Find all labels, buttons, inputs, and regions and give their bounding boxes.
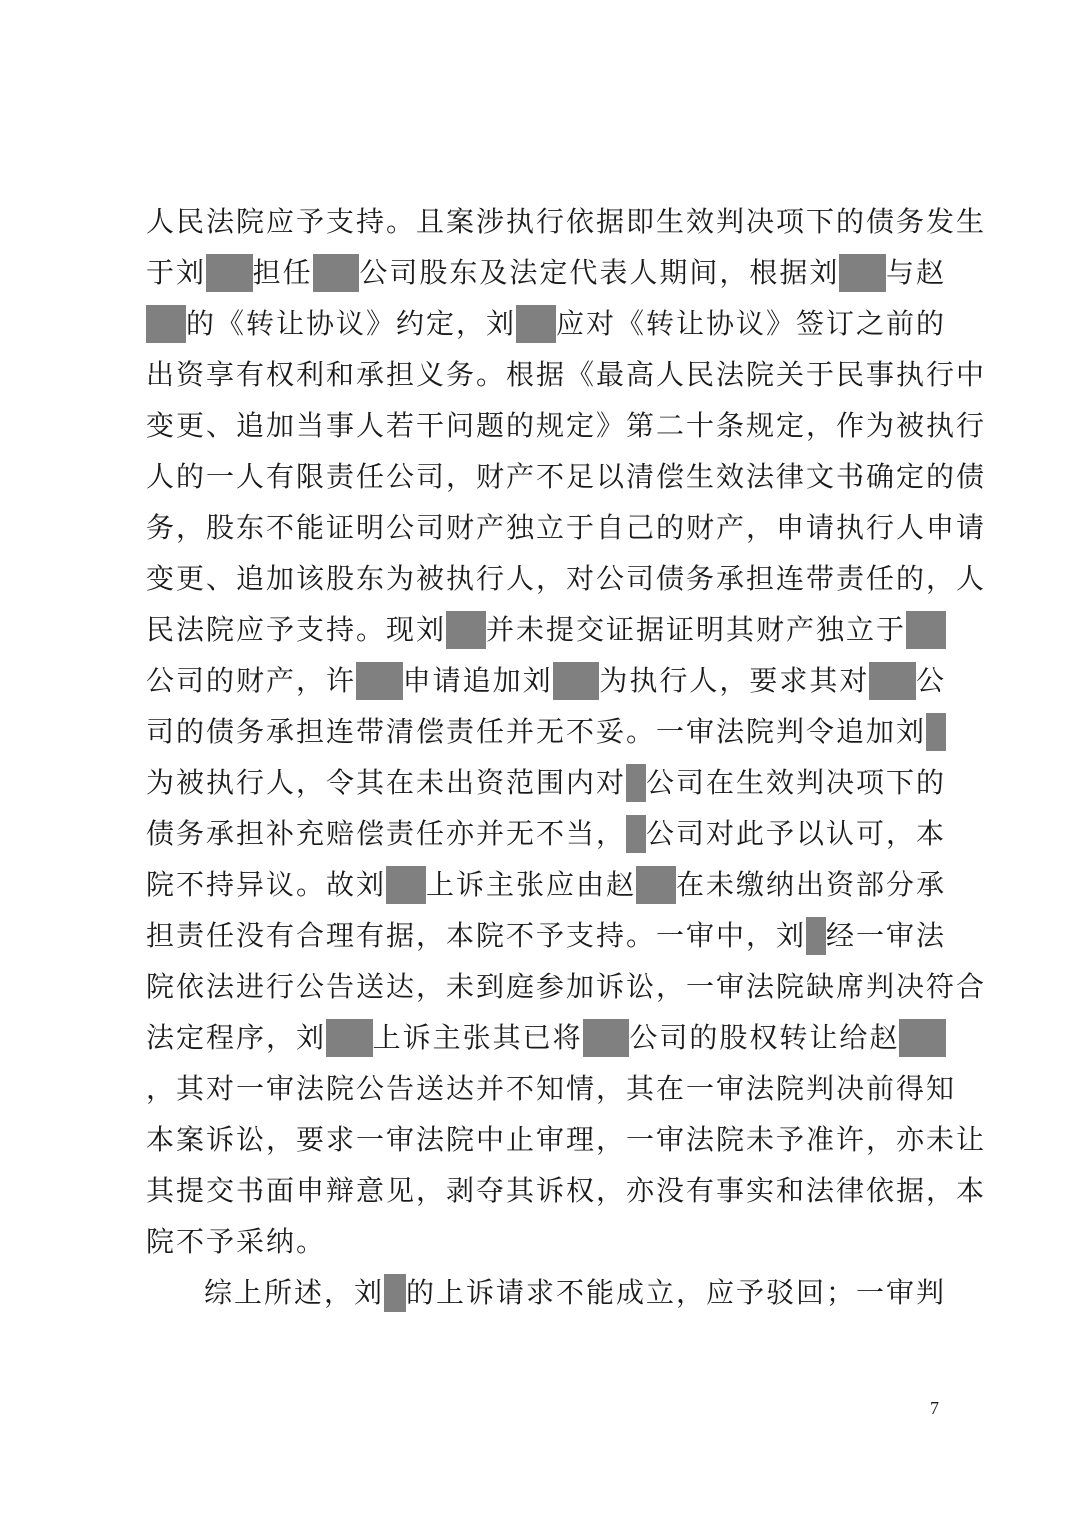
text-segment: 公司的财产，许 <box>146 664 357 697</box>
text-segment: 上诉主张其已将 <box>372 1021 583 1054</box>
text-segment: 的上诉请求不能成立，应予驳回；一审判 <box>405 1276 946 1309</box>
text-line <box>146 961 987 1012</box>
redaction-box <box>384 1274 406 1312</box>
redaction-box <box>553 662 600 700</box>
redaction-box <box>146 305 186 343</box>
text-segment: 变更、追加当事人若干问题的规定》第二十条规定，作为被执行 <box>146 409 987 442</box>
text-segment: 公 <box>915 664 946 697</box>
text-line <box>146 655 946 706</box>
text-segment: 人民法院应予支持。且案涉执行依据即生效判决项下的债务发生 <box>146 205 987 238</box>
text-line <box>146 1012 946 1063</box>
text-line <box>146 1216 946 1267</box>
text-segment: 为执行人，要求其对 <box>599 664 870 697</box>
redaction-box <box>516 305 556 343</box>
text-segment: ，其对一审法院公告送达并不知情，其在一审法院判决前得知 <box>146 1072 957 1105</box>
text-line <box>146 757 946 808</box>
text-segment: 申请追加刘 <box>402 664 553 697</box>
redaction-box <box>356 662 403 700</box>
redaction-box <box>313 254 360 292</box>
redaction-box <box>326 1019 373 1057</box>
text-segment: 于刘 <box>146 256 207 289</box>
text-line <box>146 400 987 451</box>
text-segment: 公司在生效判决项下的 <box>645 766 946 799</box>
redaction-box <box>626 764 646 802</box>
text-segment: 公司股东及法定代表人期间，根据刘 <box>359 256 840 289</box>
text-line <box>146 1114 987 1165</box>
text-line <box>146 859 946 910</box>
text-line <box>146 502 987 553</box>
redaction-box <box>386 866 426 904</box>
text-segment: 上诉主张应由赵 <box>425 868 636 901</box>
text-segment: 债务承担补充赔偿责任亦并无不当， <box>146 817 627 850</box>
text-line <box>146 1165 987 1216</box>
text-line <box>146 1063 957 1114</box>
text-line <box>146 247 946 298</box>
text-segment: 司的债务承担连带清偿责任并无不妥。一审法院判令追加刘 <box>146 715 927 748</box>
text-line <box>146 604 946 655</box>
text-line <box>146 196 987 247</box>
text-segment: 民法院应予支持。现刘 <box>146 613 447 646</box>
text-segment: 其提交书面申辩意见，剥夺其诉权，亦没有事实和法律依据，本 <box>146 1174 987 1207</box>
text-segment: 并未提交证据证明其财产独立于 <box>486 613 907 646</box>
text-segment: 变更、追加该股东为被执行人，对公司债务承担连带责任的，人 <box>146 562 987 595</box>
redaction-box <box>446 611 486 649</box>
text-segment: 务，股东不能证明公司财产独立于自己的财产，申请执行人申请 <box>146 511 987 544</box>
text-segment: 人的一人有限责任公司，财产不足以清偿生效法律文书确定的债 <box>146 460 987 493</box>
text-line <box>146 553 987 604</box>
text-line <box>146 298 946 349</box>
text-segment: 为被执行人，令其在未出资范围内对 <box>146 766 627 799</box>
text-segment: 院不持异议。故刘 <box>146 868 387 901</box>
redaction-box <box>869 662 916 700</box>
redaction-box <box>926 713 946 751</box>
text-line <box>146 808 946 859</box>
redaction-box <box>636 866 676 904</box>
text-segment: 与赵 <box>885 256 946 289</box>
redaction-box <box>899 1019 946 1057</box>
redaction-box <box>583 1019 630 1057</box>
page-number: 7 <box>930 1398 939 1418</box>
redaction-box <box>206 254 253 292</box>
text-segment: 在未缴纳出资部分承 <box>675 868 946 901</box>
redaction-box <box>839 254 886 292</box>
redaction-box <box>906 611 946 649</box>
text-segment: 应对《转让协议》签订之前的 <box>555 307 946 340</box>
text-segment: 院依法进行公告送达，未到庭参加诉讼，一审法院缺席判决符合 <box>146 970 987 1003</box>
judgment-text-body <box>146 196 987 1318</box>
text-segment: 经一审法 <box>825 919 946 952</box>
text-segment: 的《转让协议》约定，刘 <box>185 307 516 340</box>
redaction-box <box>806 917 826 955</box>
text-line <box>146 349 987 400</box>
text-segment: 公司对此予以认可，本 <box>645 817 946 850</box>
text-segment: 出资享有权利和承担义务。根据《最高人民法院关于民事执行中 <box>146 358 987 391</box>
text-segment: 担任 <box>252 256 313 289</box>
text-segment: 院不予采纳。 <box>146 1225 327 1258</box>
text-segment: 综上所述，刘 <box>204 1276 385 1309</box>
text-segment: 公司的股权转让给赵 <box>629 1021 900 1054</box>
redaction-box <box>626 815 646 853</box>
text-line <box>146 910 946 961</box>
text-line <box>146 706 946 757</box>
text-line <box>146 1267 946 1318</box>
text-segment: 担责任没有合理有据，本院不予支持。一审中，刘 <box>146 919 807 952</box>
text-segment: 本案诉讼，要求一审法院中止审理，一审法院未予准许，亦未让 <box>146 1123 987 1156</box>
text-segment: 法定程序，刘 <box>146 1021 327 1054</box>
text-line <box>146 451 987 502</box>
